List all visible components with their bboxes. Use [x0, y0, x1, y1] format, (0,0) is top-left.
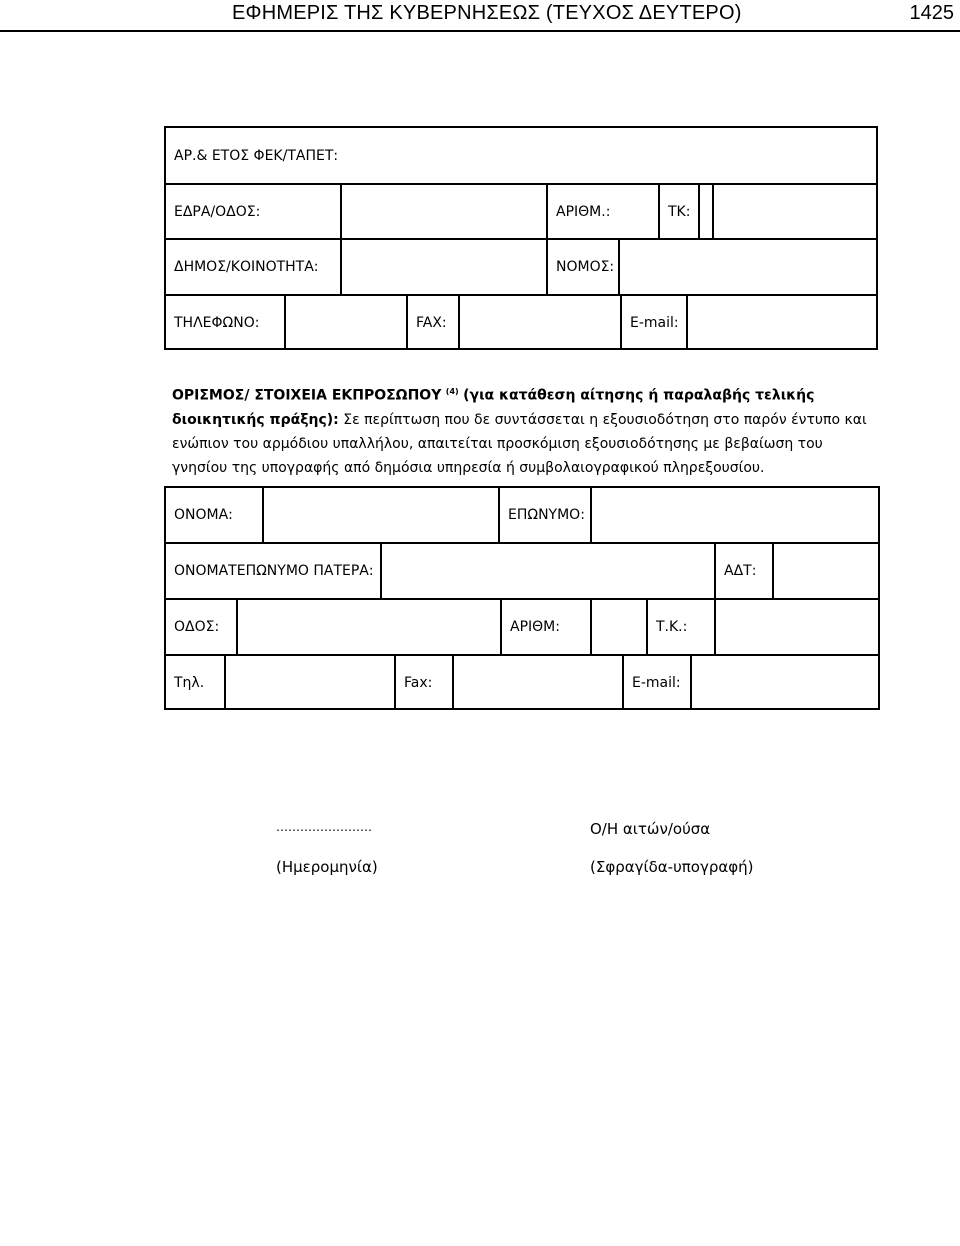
- table-row: [166, 488, 878, 544]
- email-label: E-mail:: [622, 296, 688, 350]
- page-header: [0, 0, 960, 32]
- page-number: 1425: [909, 2, 954, 24]
- email-field[interactable]: [692, 656, 878, 710]
- postcode-field[interactable]: [714, 185, 876, 238]
- footnote-marker: (4): [445, 387, 459, 396]
- stamp-signature-label: (Σφραγίδα-υπογραφή): [590, 858, 754, 876]
- municipality-label: ΔΗΜΟΣ/ΚΟΙΝΟΤΗΤΑ:: [166, 240, 342, 294]
- date-placeholder: ……………………: [276, 820, 372, 834]
- street-label: ΟΔΟΣ:: [166, 600, 238, 654]
- table-row: [166, 600, 878, 656]
- street-number-field[interactable]: [592, 600, 648, 654]
- table-row: [166, 128, 876, 185]
- postcode-field[interactable]: [716, 600, 878, 654]
- fax-label: FAX:: [408, 296, 460, 350]
- seat-label: ΕΔΡΑ/ΟΔΟΣ:: [166, 185, 342, 238]
- representative-section: [172, 380, 872, 480]
- name-field[interactable]: [264, 488, 500, 542]
- municipality-field[interactable]: [342, 240, 548, 294]
- phone-field[interactable]: [226, 656, 396, 710]
- street-number-label: ΑΡΙΘΜ:: [502, 600, 592, 654]
- prefecture-label: ΝΟΜΟΣ:: [548, 240, 620, 294]
- table-row: [166, 656, 878, 710]
- representative-heading: ΟΡΙΣΜΟΣ/ ΣΤΟΙΧΕΙΑ ΕΚΠΡΟΣΩΠΟΥ: [172, 387, 442, 404]
- id-card-field[interactable]: [774, 544, 878, 598]
- fax-label: Fax:: [396, 656, 454, 710]
- id-card-label: ΑΔΤ:: [716, 544, 774, 598]
- postcode-text: ΤΚ:: [660, 185, 714, 238]
- applicant-label: Ο/Η αιτών/ούσα: [590, 820, 711, 838]
- table-row: [166, 240, 876, 296]
- representative-note: Σε περίπτωση που δε συντάσσεται η εξουσιοδότηση στο παρόν έντυπο και ενώπιον του αρμόδιου υπαλλήλου, απαιτείται προσκόμιση εξουσιοδότησης με βεβαίωση του γνησίου της υπογραφής από δημόσια υπηρεσία ή συμβολαιογραφικού πληρεξουσίου.: [172, 411, 867, 476]
- father-name-label: ΟΝΟΜΑΤΕΠΩΝΥΜΟ ΠΑΤΕΡΑ:: [166, 544, 382, 598]
- email-label: E-mail:: [624, 656, 692, 710]
- company-details-table: [164, 126, 878, 350]
- representative-table: [164, 486, 880, 710]
- street-field[interactable]: [238, 600, 502, 654]
- surname-label: ΕΠΩΝΥΜΟ:: [500, 488, 592, 542]
- table-row: [166, 296, 876, 350]
- fax-field[interactable]: [454, 656, 624, 710]
- representative-heading-suffix: (για κατάθεση αίτησης ή παραλαβής τελικής διοικητικής πράξης):: [172, 387, 815, 428]
- registration-label: ΑΡ.& ΕΤΟΣ ΦΕΚ/ΤΑΠΕΤ:: [174, 147, 339, 164]
- seat-field[interactable]: [342, 185, 548, 238]
- phone-field[interactable]: [286, 296, 408, 350]
- gazette-title: ΕΦΗΜΕΡΙΣ ΤΗΣ ΚΥΒΕΡΝΗΣΕΩΣ (ΤΕΥΧΟΣ ΔΕΥΤΕΡΟ): [232, 2, 742, 24]
- table-row: [166, 544, 878, 600]
- phone-label: Τηλ.: [166, 656, 226, 710]
- table-row: [166, 185, 876, 240]
- seat-number-label: ΑΡΙΘΜ.:: [548, 185, 660, 238]
- email-field[interactable]: [688, 296, 876, 350]
- surname-field[interactable]: [592, 488, 878, 542]
- prefecture-field[interactable]: [620, 240, 876, 294]
- name-label: ΟΝΟΜΑ:: [166, 488, 264, 542]
- father-name-field[interactable]: [382, 544, 716, 598]
- date-label: (Ημερομηνία): [276, 858, 378, 876]
- postcode-label: Τ.Κ.:: [648, 600, 716, 654]
- fax-field[interactable]: [460, 296, 622, 350]
- phone-label: ΤΗΛΕΦΩΝΟ:: [166, 296, 286, 350]
